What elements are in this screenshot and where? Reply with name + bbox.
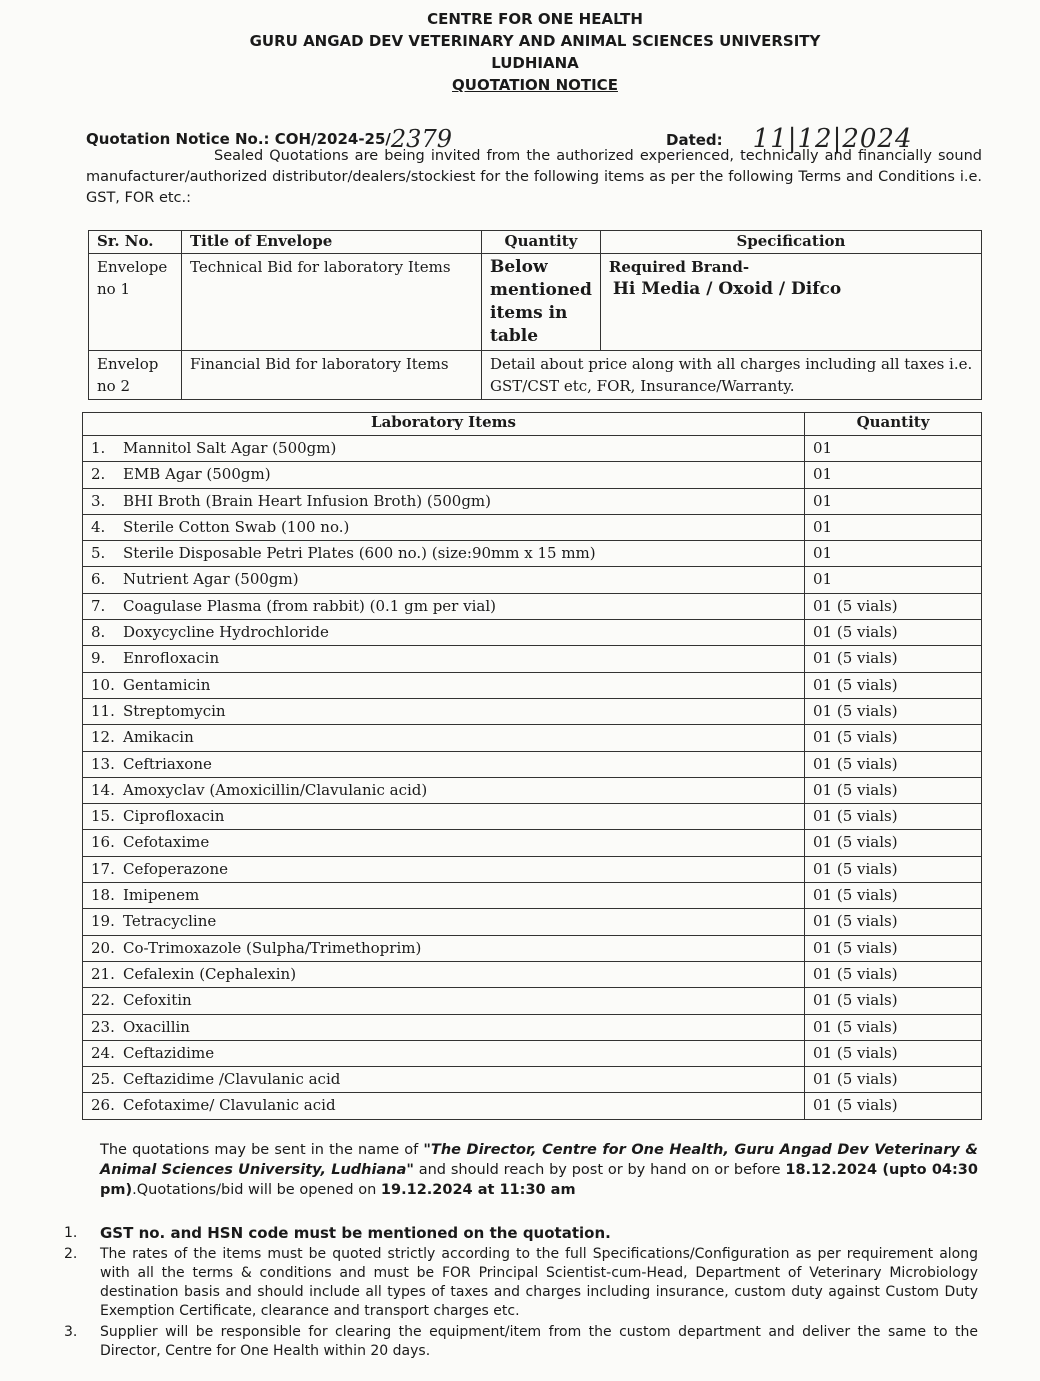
item-cell bbox=[83, 751, 805, 777]
term-text: GST no. and HSN code must be mentioned on the quotation. bbox=[100, 1224, 611, 1242]
item-cell bbox=[83, 436, 805, 462]
item-quantity: 01 (5 vials) bbox=[805, 830, 982, 856]
item-quantity: 01 (5 vials) bbox=[805, 751, 982, 777]
item-number: 19. bbox=[91, 912, 115, 931]
item-name: EMB Agar (500gm) bbox=[123, 465, 271, 484]
item-number: 25. bbox=[91, 1070, 115, 1089]
table-row bbox=[83, 856, 982, 882]
item-number: 10. bbox=[91, 675, 115, 694]
term-item bbox=[64, 1323, 978, 1361]
table-row bbox=[83, 593, 982, 619]
item-name: Cefoxitin bbox=[123, 991, 192, 1010]
term-number: 1. bbox=[64, 1225, 78, 1241]
intro-paragraph bbox=[86, 146, 982, 209]
term-text: Supplier will be responsible for clearing the equipment/item from the custom department and deliver the same to the Director, Centre for One Health within 20 days. bbox=[100, 1324, 978, 1359]
item-name: Sterile Disposable Petri Plates (600 no.) (size:90mm x 15 mm) bbox=[123, 544, 596, 563]
item-quantity: 01 (5 vials) bbox=[805, 856, 982, 882]
item-quantity: 01 bbox=[805, 567, 982, 593]
city-name: LUDHIANA bbox=[491, 54, 579, 72]
item-number: 20. bbox=[91, 938, 115, 957]
item-name: Oxacillin bbox=[123, 1017, 190, 1036]
item-number: 5. bbox=[91, 544, 106, 563]
item-quantity: 01 (5 vials) bbox=[805, 1014, 982, 1040]
item-name: Ciprofloxacin bbox=[123, 807, 225, 826]
item-number: 4. bbox=[91, 517, 106, 536]
item-cell bbox=[83, 804, 805, 830]
table-row bbox=[83, 1067, 982, 1093]
table-row bbox=[83, 436, 982, 462]
item-quantity: 01 (5 vials) bbox=[805, 1093, 982, 1119]
table-row bbox=[83, 751, 982, 777]
spec-line-2: Hi Media / Oxoid / Difco bbox=[612, 279, 842, 299]
term-text: The rates of the items must be quoted strictly according to the full Specifications/Configuration as per requirement along with all the terms & conditions and must be FOR Principal Scientist-cum-Head, Department of Veterinary Microbiology destination basis and should include all types of taxes and charges including insurance, custom duty against Custom Duty Exemption Certificate, clearance and transport charges etc. bbox=[100, 1246, 978, 1319]
item-cell bbox=[83, 961, 805, 987]
item-number: 23. bbox=[91, 1017, 115, 1036]
item-cell bbox=[83, 1014, 805, 1040]
notice-title: QUOTATION NOTICE bbox=[452, 76, 618, 94]
item-number: 3. bbox=[91, 491, 106, 510]
table-row bbox=[83, 514, 982, 540]
item-quantity: 01 bbox=[805, 541, 982, 567]
item-number: 2. bbox=[91, 465, 106, 484]
item-cell bbox=[83, 462, 805, 488]
table-row bbox=[83, 646, 982, 672]
item-quantity: 01 (5 vials) bbox=[805, 593, 982, 619]
notice-number-handwritten: 2379 bbox=[390, 125, 452, 153]
item-name: Gentamicin bbox=[123, 675, 211, 694]
envelope-2-detail: Detail about price along with all charges including all taxes i.e. GST/CST etc, FOR, Insurance/Warranty. bbox=[482, 351, 982, 400]
item-number: 6. bbox=[91, 570, 106, 589]
item-number: 14. bbox=[91, 780, 115, 799]
item-quantity: 01 (5 vials) bbox=[805, 646, 982, 672]
item-name: Doxycycline Hydrochloride bbox=[123, 623, 329, 642]
item-quantity: 01 bbox=[805, 488, 982, 514]
envelope-1-sr: Envelope no 1 bbox=[89, 254, 182, 351]
envelope-2-title: Financial Bid for laboratory Items bbox=[182, 351, 482, 400]
header-laboratory-items: Laboratory Items bbox=[83, 413, 805, 436]
item-quantity: 01 (5 vials) bbox=[805, 804, 982, 830]
item-cell bbox=[83, 777, 805, 803]
item-number: 12. bbox=[91, 728, 115, 747]
item-quantity: 01 (5 vials) bbox=[805, 620, 982, 646]
envelope-header-row bbox=[89, 231, 982, 254]
item-cell bbox=[83, 1040, 805, 1066]
table-row bbox=[83, 830, 982, 856]
item-cell bbox=[83, 514, 805, 540]
item-name: Ceftazidime bbox=[123, 1043, 215, 1062]
envelope-1-title: Technical Bid for laboratory Items bbox=[182, 254, 482, 351]
table-row bbox=[83, 462, 982, 488]
item-name: Tetracycline bbox=[123, 912, 217, 931]
envelope-2-sr: Envelop no 2 bbox=[89, 351, 182, 400]
term-number: 3. bbox=[64, 1324, 78, 1340]
item-quantity: 01 (5 vials) bbox=[805, 777, 982, 803]
reference-line bbox=[86, 116, 986, 154]
item-cell bbox=[83, 856, 805, 882]
table-row bbox=[83, 620, 982, 646]
item-name: Cefotaxime bbox=[123, 833, 210, 852]
item-cell bbox=[83, 935, 805, 961]
table-row bbox=[83, 541, 982, 567]
item-quantity: 01 (5 vials) bbox=[805, 1040, 982, 1066]
notice-number-label: Quotation Notice No.: COH/2024-25/ bbox=[86, 130, 391, 148]
table-row bbox=[83, 1040, 982, 1066]
item-cell bbox=[83, 1093, 805, 1119]
table-row bbox=[83, 725, 982, 751]
item-cell bbox=[83, 698, 805, 724]
footer-text-2: and should reach by post or by hand on or before bbox=[413, 1162, 786, 1178]
item-quantity: 01 (5 vials) bbox=[805, 725, 982, 751]
term-item bbox=[64, 1245, 978, 1321]
item-name: Amoxyclav (Amoxicillin/Clavulanic acid) bbox=[123, 780, 428, 799]
date-handwritten: 11|12|2024 bbox=[752, 124, 913, 154]
header-specification: Specification bbox=[600, 231, 981, 254]
item-number: 15. bbox=[91, 807, 115, 826]
items-table bbox=[82, 412, 982, 1120]
envelope-table bbox=[88, 230, 982, 400]
item-cell bbox=[83, 646, 805, 672]
envelope-row-1 bbox=[89, 254, 982, 351]
item-cell bbox=[83, 883, 805, 909]
item-cell bbox=[83, 620, 805, 646]
item-quantity: 01 (5 vials) bbox=[805, 698, 982, 724]
item-quantity: 01 (5 vials) bbox=[805, 672, 982, 698]
submission-paragraph bbox=[100, 1140, 978, 1200]
item-number: 22. bbox=[91, 991, 115, 1010]
item-name: Cefotaxime/ Clavulanic acid bbox=[123, 1096, 336, 1115]
envelope-row-2 bbox=[89, 351, 982, 400]
item-number: 11. bbox=[91, 701, 115, 720]
table-row bbox=[83, 488, 982, 514]
item-number: 21. bbox=[91, 964, 115, 983]
items-header-row bbox=[83, 413, 982, 436]
item-number: 24. bbox=[91, 1043, 115, 1062]
table-row bbox=[83, 777, 982, 803]
header-items-quantity: Quantity bbox=[805, 413, 982, 436]
item-name: BHI Broth (Brain Heart Infusion Broth) (500gm) bbox=[123, 491, 492, 510]
item-name: Cefoperazone bbox=[123, 859, 228, 878]
date-label: Dated: bbox=[666, 131, 723, 149]
term-item bbox=[64, 1224, 978, 1243]
item-cell bbox=[83, 909, 805, 935]
footer-deadline: 18.12.2024 (upto 04:30 pm) bbox=[100, 1162, 978, 1198]
table-row bbox=[83, 909, 982, 935]
item-cell bbox=[83, 488, 805, 514]
item-name: Coagulase Plasma (from rabbit) (0.1 gm per vial) bbox=[123, 596, 496, 615]
item-cell bbox=[83, 672, 805, 698]
item-name: Nutrient Agar (500gm) bbox=[123, 570, 299, 589]
header-quantity: Quantity bbox=[482, 231, 601, 254]
item-cell bbox=[83, 593, 805, 619]
spec-line-1: Required Brand- bbox=[608, 258, 750, 276]
header-sr-no: Sr. No. bbox=[89, 231, 182, 254]
item-name: Imipenem bbox=[123, 886, 200, 905]
table-row bbox=[83, 1093, 982, 1119]
footer-addressee: "The Director, Centre for One Health, Guru Angad Dev Veterinary & Animal Sciences University, Ludhiana" bbox=[100, 1142, 978, 1178]
centre-name: CENTRE FOR ONE HEALTH bbox=[427, 10, 643, 28]
item-quantity: 01 (5 vials) bbox=[805, 1067, 982, 1093]
item-name: Streptomycin bbox=[123, 701, 226, 720]
item-number: 26. bbox=[91, 1096, 115, 1115]
item-number: 7. bbox=[91, 596, 106, 615]
item-number: 17. bbox=[91, 859, 115, 878]
item-quantity: 01 bbox=[805, 514, 982, 540]
item-cell bbox=[83, 1067, 805, 1093]
table-row bbox=[83, 567, 982, 593]
table-row bbox=[83, 961, 982, 987]
table-row bbox=[83, 988, 982, 1014]
header-title: Title of Envelope bbox=[182, 231, 482, 254]
item-name: Amikacin bbox=[123, 728, 194, 747]
table-row bbox=[83, 1014, 982, 1040]
footer-open-date: 19.12.2024 at 11:30 am bbox=[380, 1182, 576, 1198]
table-row bbox=[83, 883, 982, 909]
item-quantity: 01 (5 vials) bbox=[805, 961, 982, 987]
item-cell bbox=[83, 567, 805, 593]
item-cell bbox=[83, 830, 805, 856]
footer-text-3: .Quotations/bid will be opened on bbox=[132, 1182, 381, 1198]
item-number: 1. bbox=[91, 439, 106, 457]
envelope-1-spec bbox=[600, 254, 981, 351]
item-name: Cefalexin (Cephalexin) bbox=[123, 964, 297, 983]
item-quantity: 01 bbox=[805, 462, 982, 488]
item-name: Ceftazidime /Clavulanic acid bbox=[123, 1070, 341, 1089]
item-number: 8. bbox=[91, 623, 106, 642]
table-row bbox=[83, 672, 982, 698]
university-name: GURU ANGAD DEV VETERINARY AND ANIMAL SCIENCES UNIVERSITY bbox=[249, 32, 821, 50]
footer-text-1: The quotations may be sent in the name of bbox=[100, 1142, 424, 1158]
item-cell bbox=[83, 725, 805, 751]
item-number: 16. bbox=[91, 833, 115, 852]
term-number: 2. bbox=[64, 1246, 78, 1262]
item-name: Enrofloxacin bbox=[123, 649, 220, 668]
item-quantity: 01 (5 vials) bbox=[805, 883, 982, 909]
table-row bbox=[83, 804, 982, 830]
envelope-1-quantity: Below mentioned items in table bbox=[482, 254, 601, 351]
item-name: Ceftriaxone bbox=[123, 754, 212, 773]
item-quantity: 01 bbox=[805, 436, 982, 462]
item-number: 13. bbox=[91, 754, 115, 773]
item-cell bbox=[83, 541, 805, 567]
item-quantity: 01 (5 vials) bbox=[805, 909, 982, 935]
item-quantity: 01 (5 vials) bbox=[805, 935, 982, 961]
intro-text: Sealed Quotations are being invited from the authorized experienced, technically and financially sound manufacturer/authorized distributor/dealers/stockiest for the following items as per the following Terms and Conditions i.e. GST, FOR etc.: bbox=[86, 148, 982, 206]
item-cell bbox=[83, 988, 805, 1014]
table-row bbox=[83, 698, 982, 724]
item-name: Co-Trimoxazole (Sulpha/Trimethoprim) bbox=[123, 938, 422, 957]
item-number: 18. bbox=[91, 886, 115, 905]
item-number: 9. bbox=[91, 649, 106, 668]
item-quantity: 01 (5 vials) bbox=[805, 988, 982, 1014]
terms-list bbox=[64, 1224, 978, 1363]
table-row bbox=[83, 935, 982, 961]
document-header bbox=[0, 8, 1040, 96]
item-name: Sterile Cotton Swab (100 no.) bbox=[123, 517, 350, 536]
item-name: Mannitol Salt Agar (500gm) bbox=[123, 439, 337, 457]
